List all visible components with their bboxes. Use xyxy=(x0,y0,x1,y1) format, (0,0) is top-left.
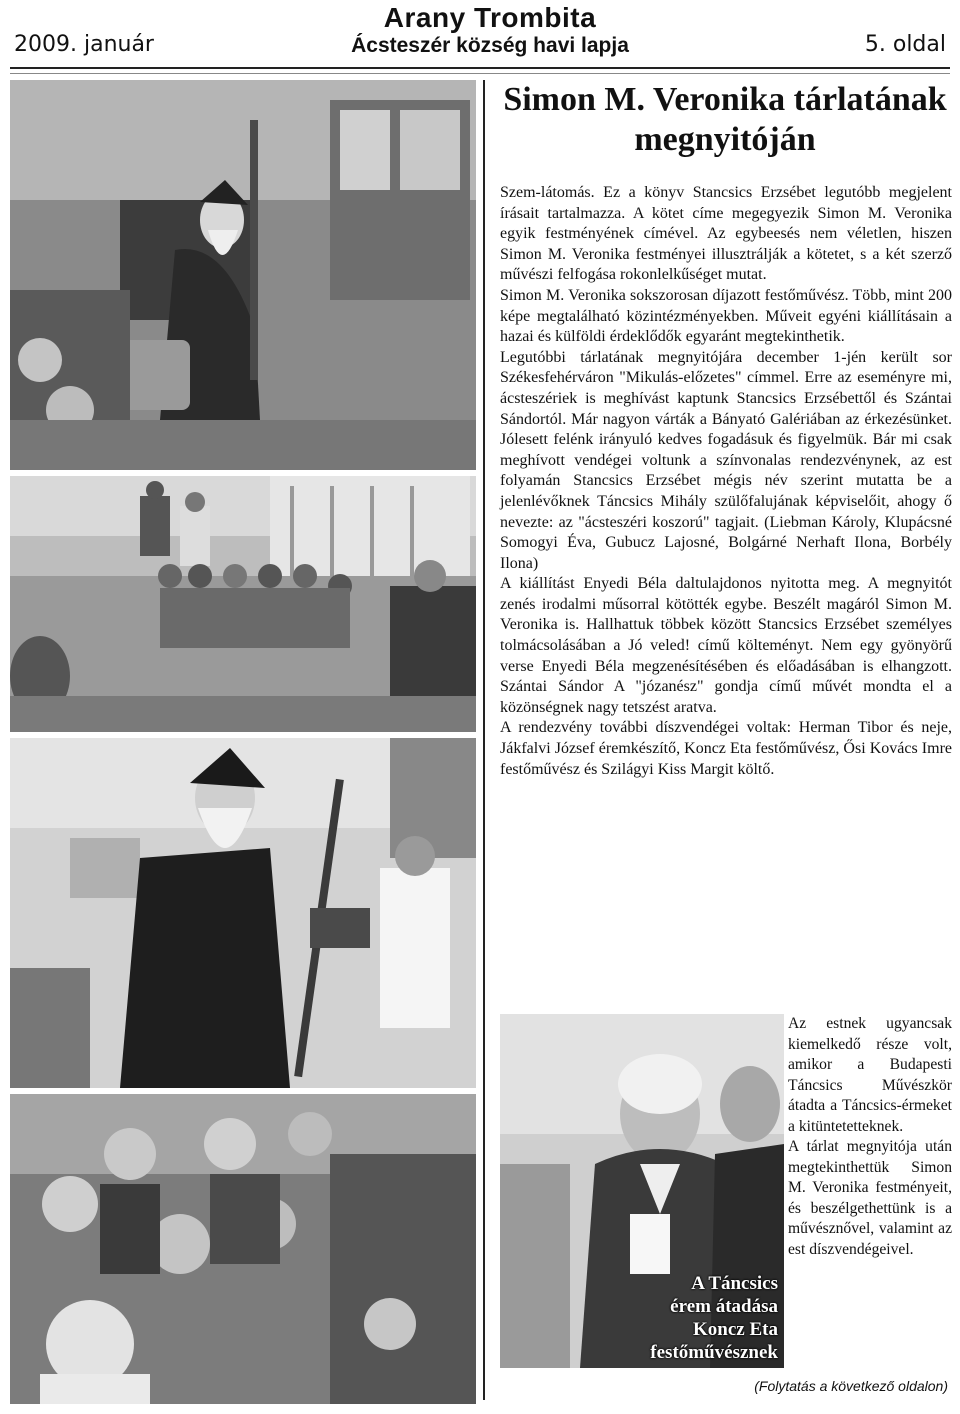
article-body xyxy=(500,183,952,780)
photo-caption xyxy=(600,1272,778,1364)
masthead-title: Arany Trombita xyxy=(383,2,597,33)
caption-line: Koncz Eta xyxy=(693,1319,778,1340)
article-paragraph: Legutóbbi tárlatának megnyitójára december 1-jén került sor Székesfehérváron "Mikulás-előzetes" címmel. Erre az eseményre mi, ácsteszériek is meghívást kaptunk Stancsics Erzsébettől és Szántai Sándortól. Már nagyon várták a Bányató Galériában az érkezésünket. Jólesett felénk irányuló kedves fogadásuk és figyelmük. Bár mi csak meghívott vendégei voltunk a színvonalas rendezvénynek, az est folyamán Stancsics Erzsébet mégis név szerint mutatta be a jelenlévőknek Táncsics Mihály szülőfalujának képviselőit, ahogy ő nevezte: az "ácsteszéri koszorú" tagjait. (Liebman Károly, Klupácsné Somogyi Éva, Gubucz Lajosné, Bolgárné Nerhaft Ilona, Borbély Ilona) xyxy=(500,348,952,572)
masthead-subtitle: Ácsteszér község havi lapja xyxy=(351,34,629,57)
issue-date: 2009. január xyxy=(14,32,154,57)
article-paragraph: Az estnek ugyancsak kiemelkedő része volt, amikor a Budapesti Táncsics Művészkör átadta a Táncsics-érmeket a kitüntetetteknek. xyxy=(788,1015,952,1135)
column-divider xyxy=(483,80,485,1400)
article-title-line1: Simon M. Veronika tárlatának xyxy=(503,81,947,118)
photo-medal-ceremony xyxy=(500,1014,784,1368)
page-number: 5. oldal xyxy=(864,32,946,57)
article-title-line2: megnyitóján xyxy=(634,121,816,158)
article-paragraph: A tárlat megnyitója után megtekinthettük Simon M. Veronika festményeit, és beszélgethettünk is a művésznővel, valamint az est díszvendégeivel. xyxy=(788,1138,952,1258)
article-paragraph: Szem-látomás. Ez a könyv Stancsics Erzsébet legutóbb megjelent írásait tartalmazza. A kötet címe megegyezik Simon M. Veronika egyik festményének címével. Az egybeesés nem véletlen, hiszen Simon M. Veronika festményei illusztrálják a kötetet, s a két szerző művészi felfogása rokonlelkűséget mutat. xyxy=(500,184,952,284)
article-title xyxy=(500,80,950,160)
article-paragraph: A rendezvény további díszvendégei voltak: Herman Tibor és neje, Jákfalvi József éremkészítő, Koncz Eta festőművész, Ősi Kovács Imre festőművész és Szilágyi Kiss Margit költő. xyxy=(500,719,952,778)
photo-santa-standing xyxy=(10,738,476,1088)
caption-line: A Táncsics xyxy=(691,1273,778,1294)
photo-children-closeup xyxy=(10,1094,476,1404)
continued-note: (Folytatás a következő oldalon) xyxy=(754,1378,948,1394)
caption-line: festőművésznek xyxy=(650,1342,778,1363)
photo-santa-seated xyxy=(10,80,476,470)
caption-line: érem átadása xyxy=(670,1296,778,1317)
header-rule xyxy=(10,67,950,69)
article-paragraph: A kiállítást Enyedi Béla daltulajdonos nyitotta meg. A megnyitót zenés irodalmi műsorral kötötték egybe. Beszélt magáról Simon M. Veronika is. Hallhattuk többek között Stancsics Erzsébet személyes tolmácsolásában a Jó veled! című költeményt. Nem egy gyönyörű verse Enyedi Béla megzenésítésében és előadásában is elhangzott. Szántai Sándor A "józanész" gondja című művét mondta el a közönségnek nagy tetszést aratva. xyxy=(500,575,952,716)
header-rule-thin xyxy=(10,73,950,74)
photo-children-room xyxy=(10,476,476,732)
page-header xyxy=(0,0,960,74)
article-side-column xyxy=(788,1014,952,1260)
article-paragraph: Simon M. Veronika sokszorosan díjazott festőművész. Több, mint 200 képe megtalálható közintézményekben. Műveit egyéni kiállításain a hazai és külföldi érdeklődők egyaránt megtekinthetik. xyxy=(500,286,952,346)
